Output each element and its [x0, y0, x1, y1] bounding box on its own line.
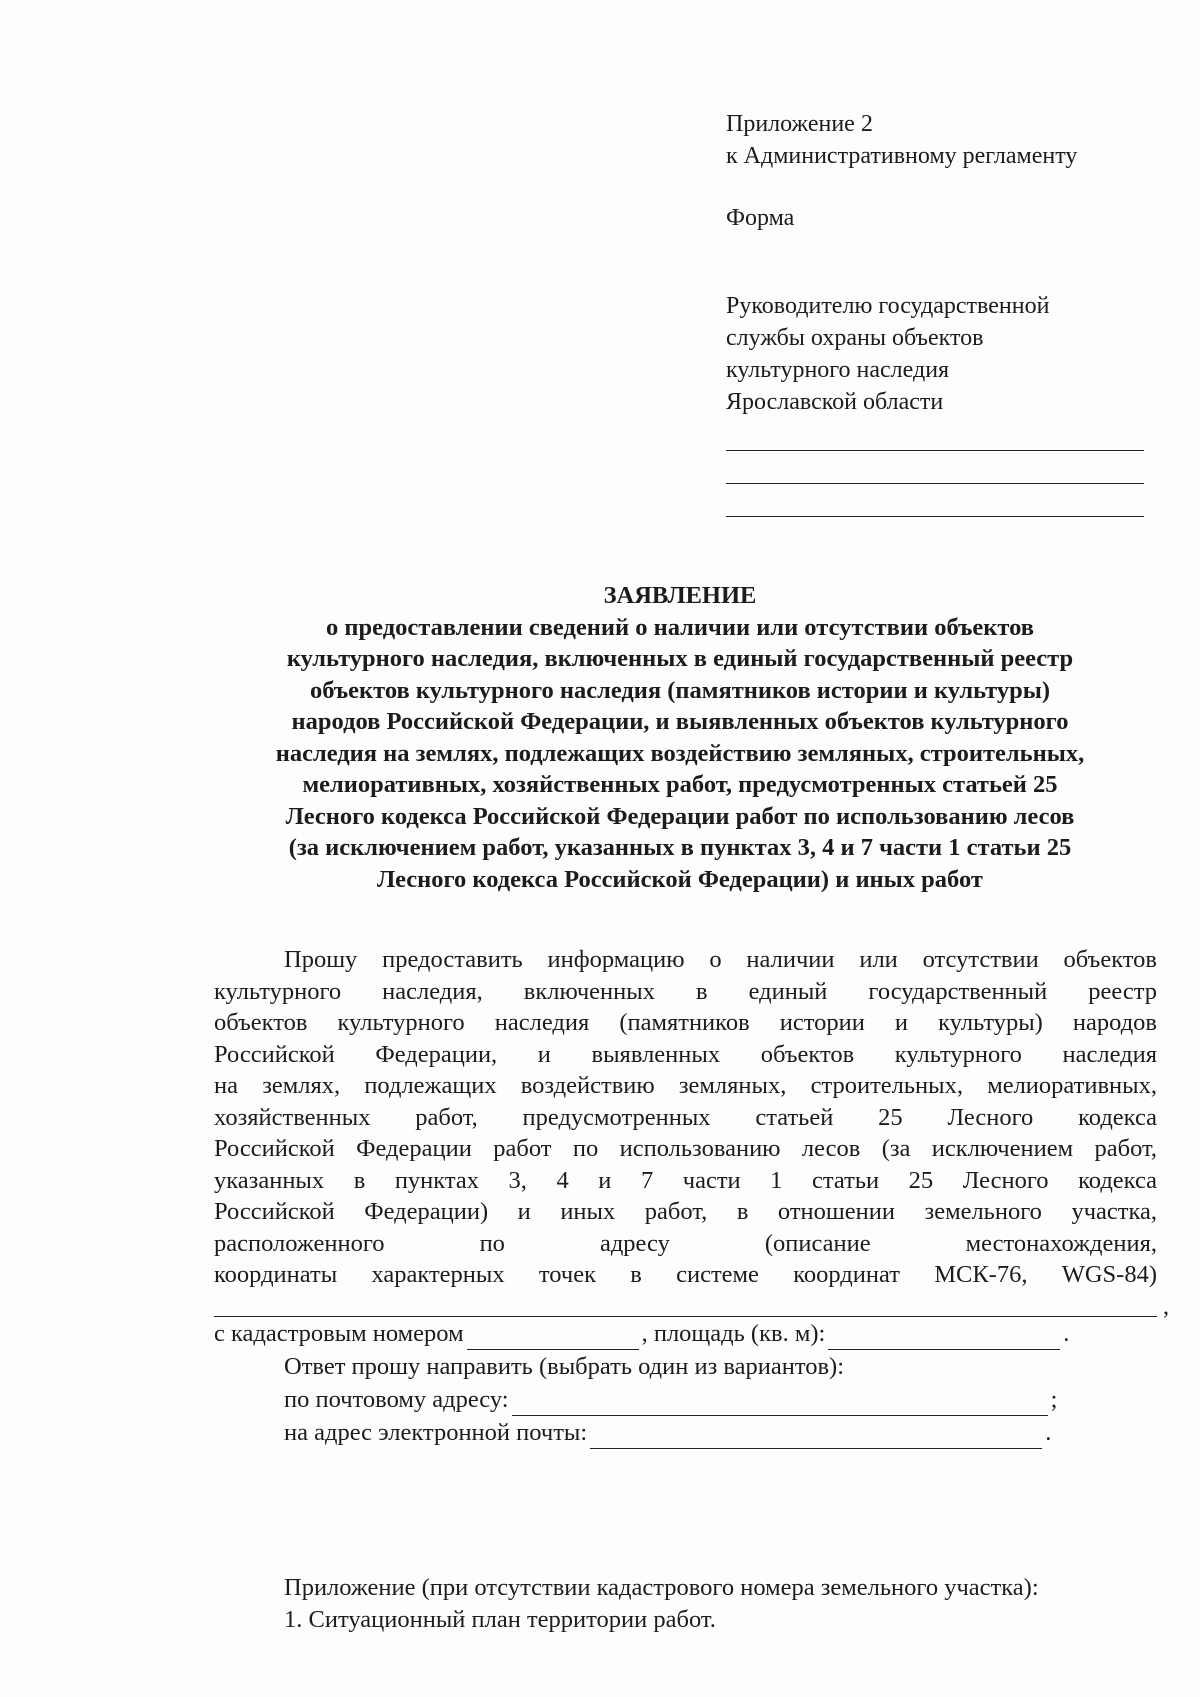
- regulation-reference: к Административному регламенту: [726, 143, 1078, 169]
- email-field[interactable]: [590, 1426, 1042, 1449]
- attachment-item-1: 1. Ситуационный план территории работ.: [284, 1606, 716, 1633]
- title-line: Лесного кодекса Российской Федерации) и иных работ: [377, 865, 983, 893]
- postal-label: по почтовому адресу:: [284, 1386, 509, 1413]
- body-line: на землях, подлежащих воздействию земляных, строительных, мелиоративных,: [214, 1072, 1157, 1099]
- addressee-line-4: Ярославской области: [726, 389, 944, 415]
- attachment-label: Приложение (при отсутствии кадастрового номера земельного участка):: [284, 1574, 1039, 1601]
- body-line: Российской Федерации, и выявленных объектов культурного наследия: [214, 1040, 1157, 1068]
- title-line: наследия на землях, подлежащих воздействию земляных, строительных,: [275, 739, 1085, 767]
- header-block: [726, 108, 1166, 517]
- postal-row: [214, 1383, 1157, 1416]
- title-line: мелиоративных, хозяйственных работ, предусмотренных статьей 25: [302, 771, 1058, 798]
- title-line: объектов культурного наследия (памятников истории и культуры): [309, 676, 1051, 704]
- area-field[interactable]: [828, 1327, 1060, 1350]
- appendix-number: Приложение 2: [726, 111, 873, 137]
- body-line: расположенного по адресу (описание местонахождения,: [214, 1229, 1157, 1257]
- body-line: Российской Федерации) и иных работ, в отношении земельного участка,: [214, 1198, 1157, 1225]
- title-heading: ЗАЯВЛЕНИЕ: [603, 582, 757, 609]
- title-line: культурного наследия, включенных в единый государственный реестр: [286, 645, 1074, 672]
- response-label: Ответ прошу направить (выбрать один из вариантов):: [284, 1353, 845, 1380]
- attachment-block: [284, 1572, 1184, 1636]
- body-line: Российской Федерации работ по использованию лесов (за исключением работ,: [214, 1135, 1157, 1162]
- title-line: о предоставлении сведений о наличии или отсутствии объектов: [326, 613, 1034, 641]
- address-comma: ,: [1163, 1294, 1169, 1320]
- applicant-blank-line-3[interactable]: [726, 484, 1144, 517]
- response-method-row: [214, 1350, 1157, 1383]
- postal-address-field[interactable]: [512, 1393, 1048, 1416]
- applicant-blank-line-1[interactable]: [726, 418, 1144, 451]
- title-line: Лесного кодекса Российской Федерации работ по использованию лесов: [285, 802, 1075, 830]
- title-line: народов Российской Федерации, и выявленных объектов культурного: [291, 708, 1069, 735]
- body-line: культурного наследия, включенных в единый государственный реестр: [214, 977, 1157, 1005]
- form-label: Форма: [726, 205, 795, 231]
- body-line: Прошу предоставить информацию о наличии или отсутствии объектов: [284, 946, 1157, 973]
- area-period: .: [1063, 1320, 1070, 1347]
- cadastral-area-row: [214, 1317, 1157, 1350]
- addressee-line-1: Руководителю государственной: [726, 293, 1050, 319]
- document-title: [200, 580, 1160, 895]
- applicant-blank-line-2[interactable]: [726, 451, 1144, 484]
- addressee-line-3: культурного наследия: [726, 357, 950, 383]
- postal-semicolon: ;: [1050, 1386, 1058, 1413]
- cadastral-number-field[interactable]: [467, 1327, 639, 1350]
- title-line: (за исключением работ, указанных в пунктах 3, 4 и 7 части 1 статьи 25: [288, 834, 1072, 861]
- request-body: [214, 944, 1169, 1449]
- email-period: .: [1045, 1419, 1052, 1446]
- email-label: на адрес электронной почты:: [284, 1419, 588, 1446]
- body-line: объектов культурного наследия (памятников истории и культуры) народов: [214, 1009, 1157, 1036]
- address-field[interactable]: [214, 1291, 1169, 1320]
- body-line: указанных в пунктах 3, 4 и 7 части 1 статьи 25 Лесного кодекса: [214, 1166, 1157, 1194]
- addressee-line-2: службы охраны объектов: [726, 325, 984, 351]
- cadastral-label: с кадастровым номером: [214, 1320, 464, 1347]
- body-line: координаты характерных точек в системе координат МСК-76, WGS-84): [214, 1261, 1157, 1288]
- area-label: , площадь (кв. м):: [641, 1320, 826, 1347]
- email-row: [214, 1416, 1157, 1449]
- body-line: хозяйственных работ, предусмотренных статьей 25 Лесного кодекса: [214, 1103, 1157, 1131]
